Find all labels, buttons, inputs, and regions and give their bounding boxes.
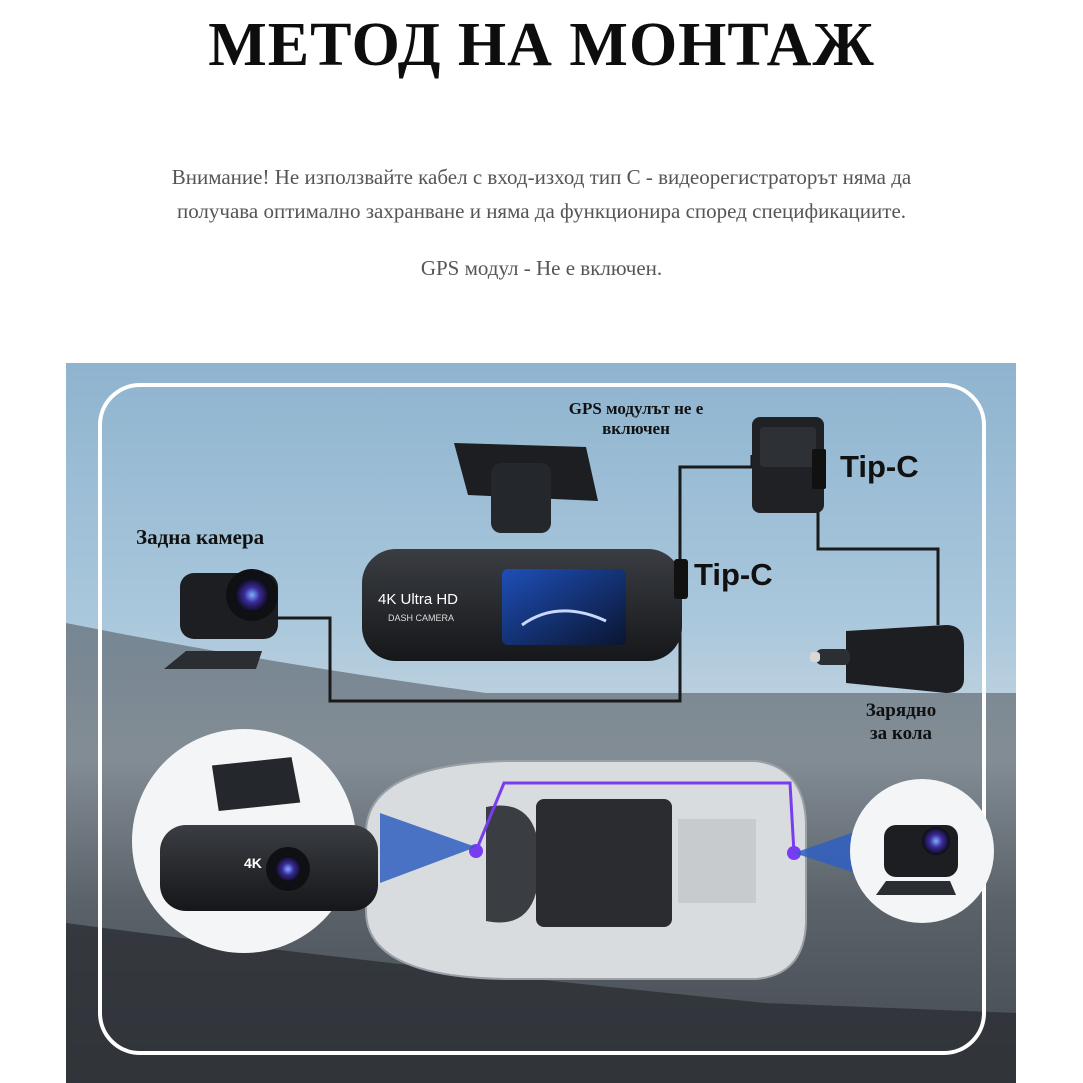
page-title: МЕТОД НА МОНТАЖ	[208, 11, 875, 79]
closeup-4k-badge: 4K	[244, 855, 262, 871]
rear-camera-label: Задна камера	[136, 525, 265, 549]
car-charger	[846, 625, 964, 693]
car-charger-line-2: за кола	[870, 723, 932, 744]
installation-diagram	[66, 363, 1016, 1083]
tip-c-middle-label: Tip-C	[694, 557, 773, 592]
gps-module-note: GPS модул - Не е включен.	[420, 256, 663, 280]
tip-c-top-label: Tip-C	[840, 449, 919, 484]
gps-label-line-2: включен	[602, 419, 670, 438]
dash-camera-subtitle: DASH CAMERA	[388, 613, 455, 623]
installation-notice	[40, 160, 1043, 228]
dash-camera-screen	[502, 569, 626, 645]
gps-wire	[680, 455, 752, 551]
gps-label-line-1: GPS модулът не е	[568, 399, 704, 418]
notice-line-1: Внимание! Не използвайте кабел с вход-изход тип C - видеорегистраторът няма да	[171, 165, 912, 189]
charger-wire	[818, 461, 938, 625]
car-top-view	[366, 761, 806, 979]
dash-camera-badge: 4K Ultra HD	[378, 591, 459, 608]
car-charger-line-1: Зарядно	[865, 700, 937, 721]
car-charger-label	[846, 699, 956, 745]
notice-line-2: получава оптимално захранване и няма да функционира според спецификациите.	[176, 199, 907, 223]
gps-not-included-label	[536, 399, 736, 439]
